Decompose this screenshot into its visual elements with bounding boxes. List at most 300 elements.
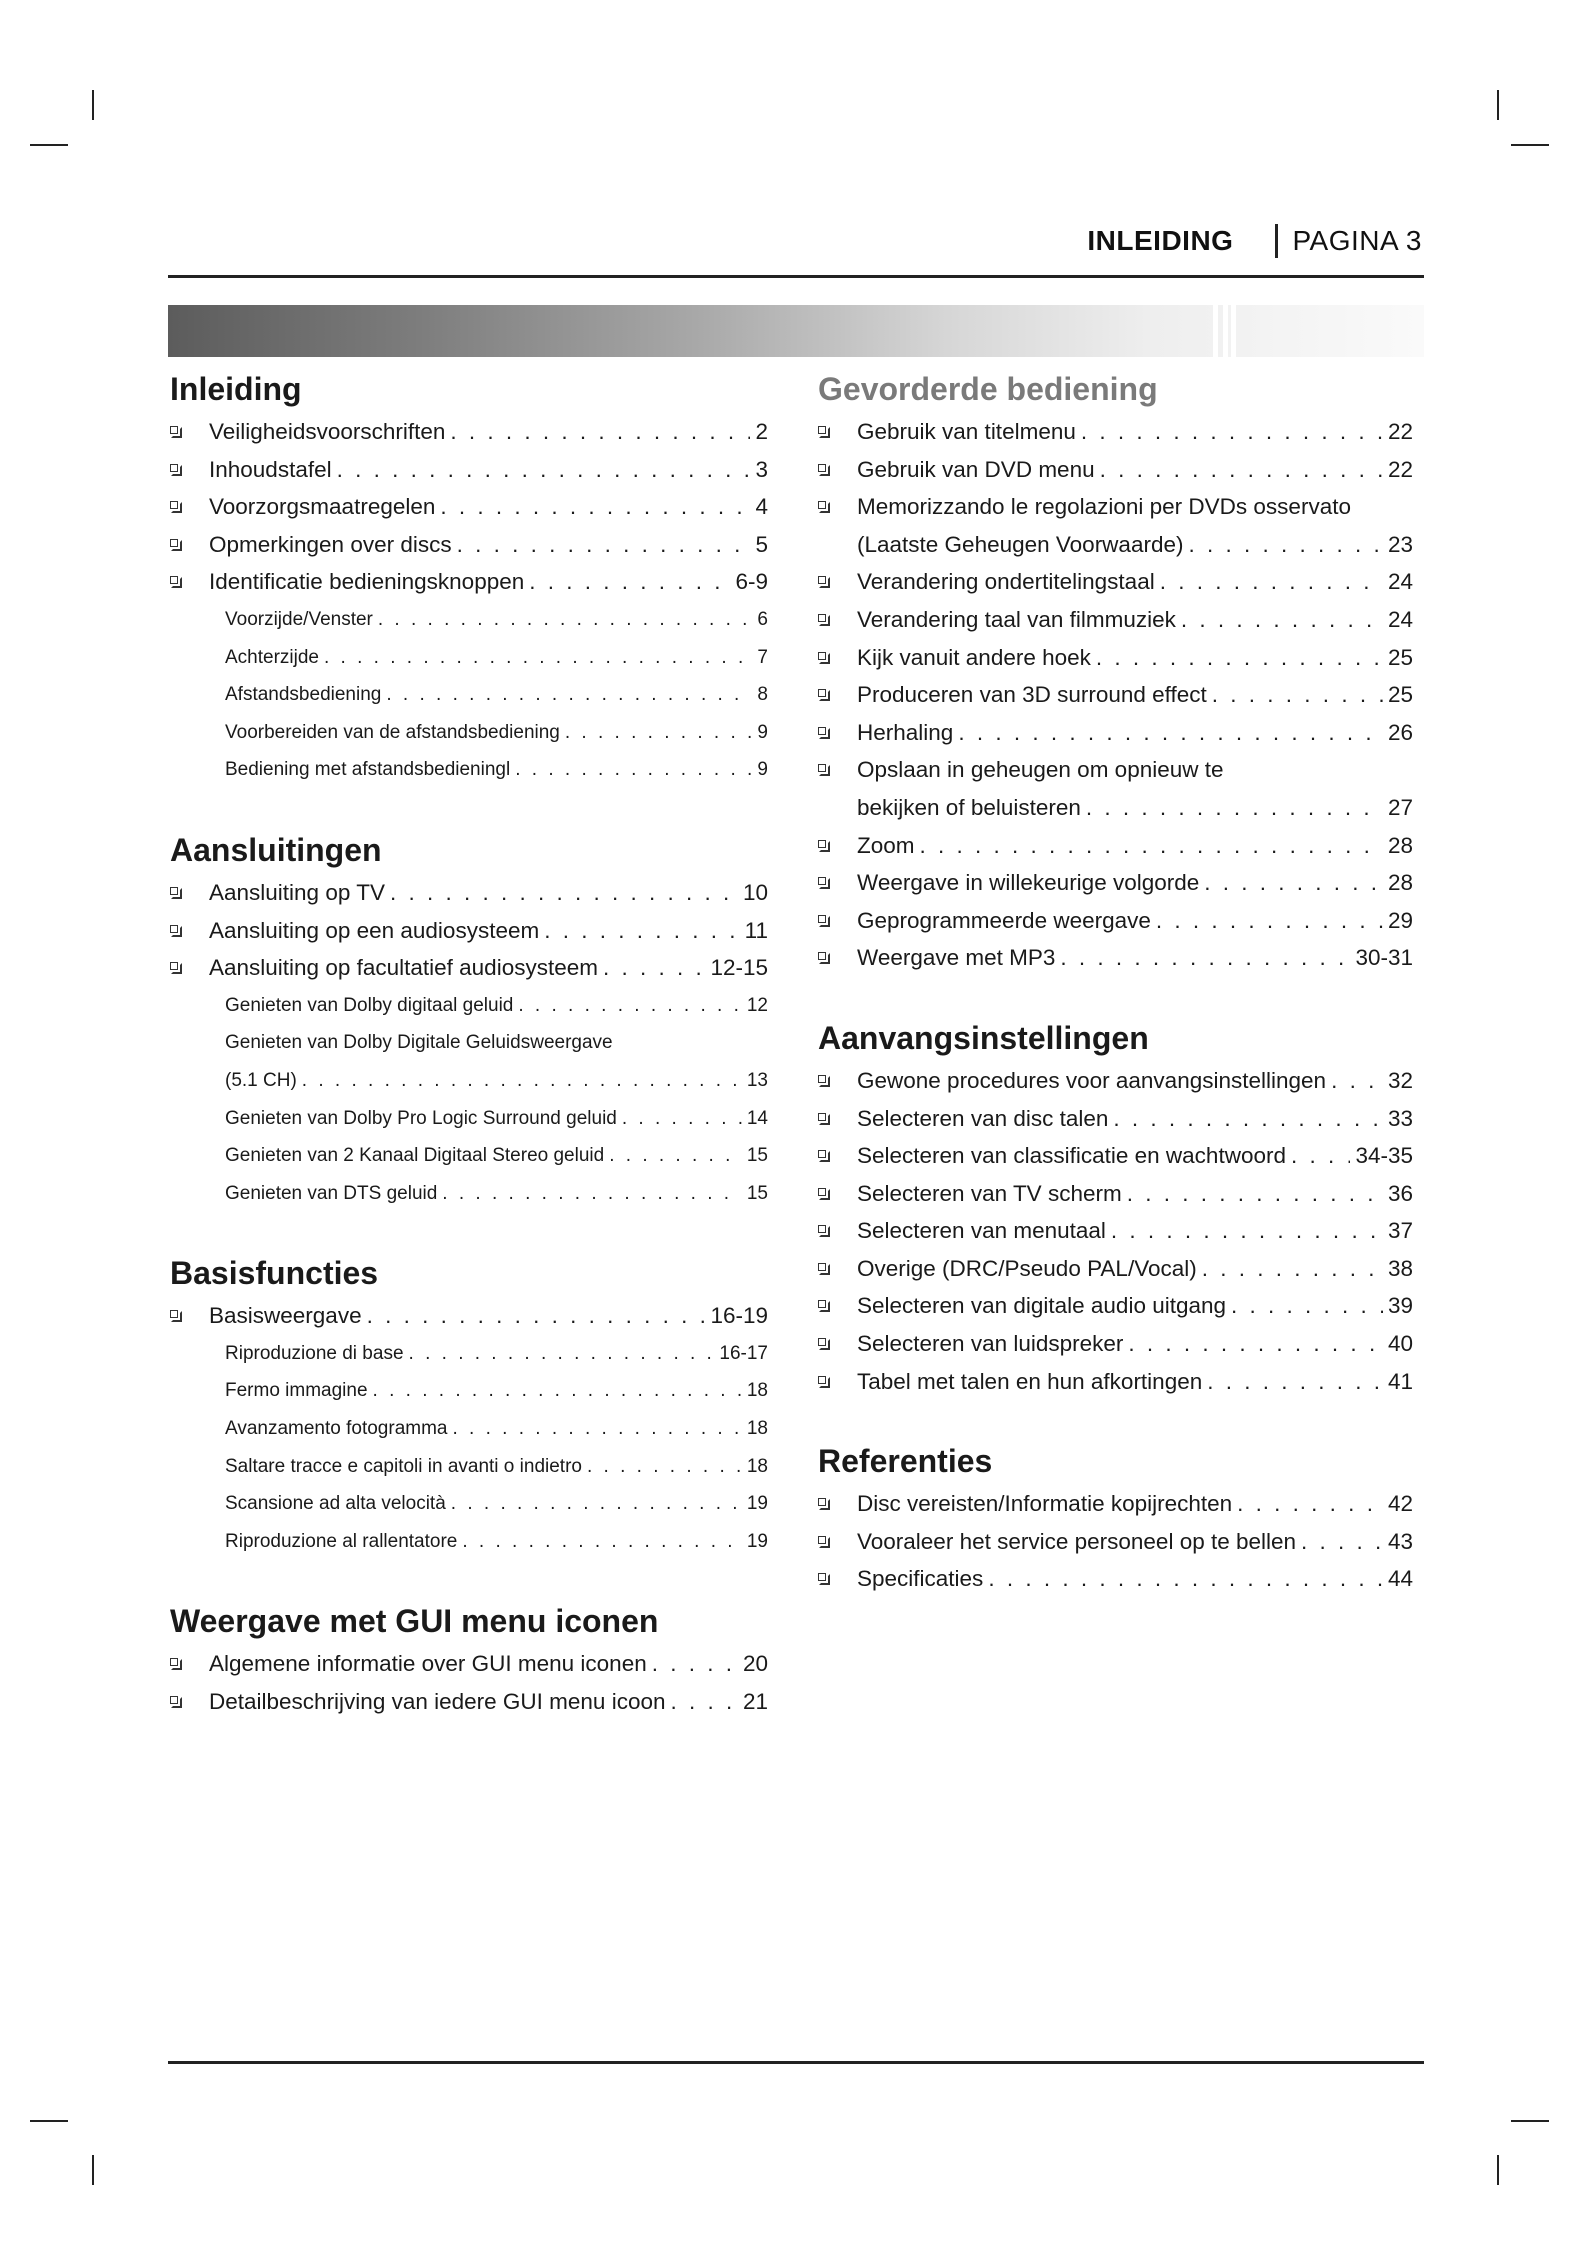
crop-mark xyxy=(1497,2155,1499,2185)
toc-entry-page: 40 xyxy=(1387,1331,1413,1357)
dot-leader xyxy=(450,413,750,451)
toc-entry-label: Achterzijde xyxy=(225,646,319,668)
toc-entry-text xyxy=(170,874,768,912)
toc-entry-label: Selecteren van TV scherm xyxy=(857,1180,1122,1206)
toc-entry-label: Gebruik van DVD menu xyxy=(857,456,1095,482)
toc-entry[interactable] xyxy=(170,488,768,526)
toc-entry[interactable] xyxy=(818,1560,1413,1598)
dot-leader xyxy=(1160,563,1383,601)
toc-entry-label: bekijken of beluisteren xyxy=(857,794,1081,820)
toc-section-title: Inleiding xyxy=(170,371,302,407)
toc-entry-label: (5.1 CH) xyxy=(225,1069,297,1091)
toc-entry-label: Detailbeschrijving van iedere GUI menu icoon xyxy=(209,1689,666,1715)
toc-entry-text xyxy=(818,827,1413,865)
crop-mark xyxy=(30,144,68,146)
toc-entry-label: Afstandsbediening xyxy=(225,684,382,706)
banner-stripe xyxy=(1231,305,1236,357)
toc-entry-label: Verandering taal van filmmuziek xyxy=(857,606,1176,632)
toc-entry-label: Saltare tracce e capitoli in avanti o indietro xyxy=(225,1455,582,1477)
toc-entry-page: 25 xyxy=(1387,682,1413,708)
toc-entry-label: Kijk vanuit andere hoek xyxy=(857,644,1091,670)
dot-leader xyxy=(367,1297,706,1335)
dot-leader xyxy=(609,1137,742,1175)
toc-entry-page: 27 xyxy=(1387,794,1413,820)
section-title: INLEIDING xyxy=(1087,225,1234,256)
toc-entry-text xyxy=(818,1325,1413,1363)
crop-mark xyxy=(1497,90,1499,120)
dot-leader xyxy=(1231,1287,1383,1325)
toc-entry[interactable] xyxy=(818,526,1413,564)
toc-entry[interactable] xyxy=(818,639,1413,677)
toc-entry[interactable] xyxy=(170,601,768,639)
toc-entry[interactable] xyxy=(818,751,1413,789)
dot-leader xyxy=(302,1062,742,1100)
toc-entry-label: Vooraleer het service personeel op te bellen xyxy=(857,1528,1297,1554)
toc-entry-text xyxy=(170,1100,768,1138)
dot-leader xyxy=(565,714,753,752)
toc-entry-page: 4 xyxy=(755,494,768,520)
toc-entry-text xyxy=(170,1372,768,1410)
toc-entry-text xyxy=(170,676,768,714)
toc-entry[interactable] xyxy=(170,1062,768,1100)
toc-entry-label: Memorizzando le regolazioni per DVDs osservato xyxy=(857,494,1351,520)
dot-leader xyxy=(518,987,742,1025)
toc-entry[interactable] xyxy=(170,714,768,752)
toc-entry-label: Geprogrammeerde weergave xyxy=(857,907,1151,933)
toc-entry-page: 15 xyxy=(746,1145,768,1167)
toc-entry-text xyxy=(170,1335,768,1373)
toc-entry-label: Gebruik van titelmenu xyxy=(857,419,1076,444)
dot-leader xyxy=(337,451,751,489)
toc-entry-text xyxy=(818,939,1413,977)
toc-section xyxy=(818,1437,1413,1598)
toc-section-title: Gevorderde bediening xyxy=(818,371,1158,407)
dot-leader xyxy=(1291,1137,1350,1175)
toc-entry-text xyxy=(818,1137,1413,1175)
dot-leader xyxy=(1111,1212,1383,1250)
toc-entry-label: Opslaan in geheugen om opnieuw te xyxy=(857,757,1224,783)
toc-entry-page: 22 xyxy=(1387,419,1413,444)
header-rule xyxy=(168,275,1424,278)
toc-entry[interactable] xyxy=(818,451,1413,489)
crop-mark xyxy=(92,2155,94,2185)
dot-leader xyxy=(622,1100,742,1138)
toc-entry-page: 6 xyxy=(757,608,768,630)
toc-entry[interactable] xyxy=(818,939,1413,977)
toc-section-title: Referenties xyxy=(818,1443,993,1480)
toc-entry-label: Riproduzione di base xyxy=(225,1342,404,1364)
toc-entry-text xyxy=(818,451,1413,489)
toc-entry-page: 19 xyxy=(746,1530,768,1552)
toc-entry-page: 41 xyxy=(1387,1368,1413,1394)
toc-entry-page: 7 xyxy=(757,646,768,668)
toc-entry[interactable] xyxy=(170,874,768,912)
dot-leader xyxy=(378,601,753,639)
toc-entry[interactable] xyxy=(170,1372,768,1410)
toc-entry[interactable] xyxy=(818,1100,1413,1138)
toc-section-title: Aansluitingen xyxy=(170,831,382,868)
toc-entry[interactable] xyxy=(170,639,768,677)
toc-entry[interactable] xyxy=(170,1448,768,1486)
toc-entry-label: Selecteren van classificatie en wachtwoord xyxy=(857,1143,1286,1169)
toc-entry-text xyxy=(170,413,768,451)
toc-entry-text xyxy=(170,1523,768,1561)
toc-entry-label: (Laatste Geheugen Voorwaarde) xyxy=(857,531,1184,557)
toc-entry-label: Disc vereisten/Informatie kopijrechten xyxy=(857,1491,1233,1517)
toc-entry-page: 25 xyxy=(1387,644,1413,670)
dot-leader xyxy=(1100,451,1383,489)
toc-entry-label: Voorbereiden van de afstandsbediening xyxy=(225,721,560,743)
toc-entry-text xyxy=(170,451,768,489)
toc-entry-text xyxy=(818,902,1413,940)
toc-entry-label: Identificatie bedieningsknoppen xyxy=(209,569,525,595)
dot-leader xyxy=(1301,1523,1383,1561)
toc-entry[interactable] xyxy=(818,1523,1413,1561)
toc-entry-page: 28 xyxy=(1387,832,1413,858)
toc-entry-label: Bediening met afstandsbedieningl xyxy=(225,759,511,781)
toc-entry-page: 18 xyxy=(746,1380,768,1402)
toc-entry[interactable] xyxy=(818,902,1413,940)
toc-entry-text xyxy=(170,1448,768,1486)
header-divider xyxy=(1275,224,1278,258)
toc-entry-label: Voorzorgsmaatregelen xyxy=(209,494,436,520)
toc-entry[interactable] xyxy=(170,1485,768,1523)
toc-entry-label: Produceren van 3D surround effect xyxy=(857,682,1207,708)
toc-entry-label: Veiligheidsvoorschriften xyxy=(209,419,446,444)
toc-entry[interactable] xyxy=(818,827,1413,865)
toc-entry[interactable] xyxy=(818,1287,1413,1325)
toc-entry-label: Genieten van 2 Kanaal Digitaal Stereo geluid xyxy=(225,1145,605,1167)
toc-entry-text xyxy=(818,864,1413,902)
toc-entry[interactable] xyxy=(818,1137,1413,1175)
toc-entry-text xyxy=(170,987,768,1025)
toc-entry[interactable] xyxy=(818,1212,1413,1250)
crop-mark xyxy=(1511,144,1549,146)
toc-entry-text xyxy=(818,526,1413,564)
dot-leader xyxy=(920,827,1383,865)
dot-leader xyxy=(1188,526,1382,564)
toc-entry-label: Aansluiting op TV xyxy=(209,879,385,905)
toc-entry[interactable] xyxy=(818,1363,1413,1401)
toc-entry-label: Inhoudstafel xyxy=(209,456,332,482)
toc-entry[interactable] xyxy=(170,1523,768,1561)
dot-leader xyxy=(462,1523,741,1561)
toc-entry[interactable] xyxy=(818,676,1413,714)
dot-leader xyxy=(1127,1175,1383,1213)
toc-entry-page: 18 xyxy=(746,1418,768,1440)
toc-entry-page: 37 xyxy=(1387,1218,1413,1244)
toc-entry[interactable] xyxy=(170,451,768,489)
toc-entry-label: Herhaling xyxy=(857,719,954,745)
toc-entry[interactable] xyxy=(170,1683,768,1721)
toc-entry-text xyxy=(170,526,768,564)
toc-entry-page: 24 xyxy=(1387,569,1413,595)
toc-entry-page: 2 xyxy=(755,419,768,444)
toc-entry-text xyxy=(170,1024,768,1062)
toc-entry-label: Voorzijde/Venster xyxy=(225,608,373,630)
page-header xyxy=(1087,224,1422,258)
toc-entry[interactable] xyxy=(818,601,1413,639)
dot-leader xyxy=(451,1485,742,1523)
toc-entry-text xyxy=(818,676,1413,714)
toc-entry-label: Gewone procedures voor aanvangsinstellingen xyxy=(857,1067,1327,1093)
toc-entry-page: 12 xyxy=(746,994,768,1016)
dot-leader xyxy=(1181,601,1383,639)
toc-entry-text xyxy=(818,1485,1413,1523)
dot-leader xyxy=(1212,676,1383,714)
toc-entry-text xyxy=(818,601,1413,639)
dot-leader xyxy=(652,1645,738,1683)
toc-entry-text xyxy=(818,751,1413,789)
toc-entry-text xyxy=(818,714,1413,752)
toc-entry-page: 19 xyxy=(746,1493,768,1515)
toc-entry-label: Selecteren van menutaal xyxy=(857,1218,1106,1244)
toc-entry-page: 10 xyxy=(742,879,768,905)
toc-entry-page: 14 xyxy=(746,1107,768,1129)
section-gap xyxy=(818,977,1413,1014)
section-gap xyxy=(818,1400,1413,1437)
dot-leader xyxy=(1202,1250,1383,1288)
toc-entry-label: Aansluiting op facultatief audiosysteem xyxy=(209,955,598,981)
toc-entry-label: Genieten van Dolby Pro Logic Surround geluid xyxy=(225,1107,617,1129)
toc-entry[interactable] xyxy=(818,1175,1413,1213)
toc-entry-page: 16-19 xyxy=(710,1303,768,1329)
toc-entry-text xyxy=(818,1287,1413,1325)
dot-leader xyxy=(988,1560,1383,1598)
toc-entry-page: 20 xyxy=(742,1651,768,1677)
toc-entry-text xyxy=(170,563,768,601)
toc-left-column xyxy=(170,365,768,1721)
toc-entry-label: Genieten van Dolby Digitale Geluidsweergave xyxy=(225,1032,613,1054)
toc-entry-text xyxy=(170,751,768,789)
toc-entry-page: 38 xyxy=(1387,1255,1413,1281)
toc-entry-label: Riproduzione al rallentatore xyxy=(225,1530,458,1552)
toc-entry-text xyxy=(170,1645,768,1683)
dot-leader xyxy=(670,1683,737,1721)
toc-entry-text xyxy=(170,1137,768,1175)
toc-entry-page: 21 xyxy=(742,1689,768,1715)
toc-entry-page: 9 xyxy=(757,721,768,743)
toc-entry-label: Opmerkingen over discs xyxy=(209,531,452,557)
dot-leader xyxy=(1081,413,1383,451)
page-number: PAGINA 3 xyxy=(1292,225,1422,256)
toc-entry-page: 42 xyxy=(1387,1491,1413,1517)
toc-section-title: Aanvangsinstellingen xyxy=(818,1019,1149,1056)
toc-entry[interactable] xyxy=(170,563,768,601)
toc-entry-page: 44 xyxy=(1387,1566,1413,1592)
toc-section-title: Weergave met GUI menu iconen xyxy=(170,1603,659,1640)
toc-entry[interactable] xyxy=(818,1250,1413,1288)
toc-entry[interactable] xyxy=(818,488,1413,526)
dot-leader xyxy=(409,1335,715,1373)
toc-entry-page: 11 xyxy=(744,917,768,943)
toc-entry-label: Selecteren van disc talen xyxy=(857,1105,1109,1131)
toc-entry[interactable] xyxy=(170,1137,768,1175)
toc-entry[interactable] xyxy=(170,526,768,564)
toc-entry[interactable] xyxy=(818,563,1413,601)
dot-leader xyxy=(1237,1485,1383,1523)
section-gap xyxy=(170,1212,768,1249)
toc-entry[interactable] xyxy=(170,1645,768,1683)
toc-entry-text xyxy=(170,912,768,950)
toc-entry-label: Verandering ondertitelingstaal xyxy=(857,569,1155,595)
toc-entry[interactable] xyxy=(818,1485,1413,1523)
toc-entry-text xyxy=(818,1212,1413,1250)
toc-entry[interactable] xyxy=(170,1335,768,1373)
toc-entry-label: Selecteren van luidspreker xyxy=(857,1331,1124,1357)
toc-entry-label: Weergave in willekeurige volgorde xyxy=(857,870,1200,896)
dot-leader xyxy=(324,639,752,677)
toc-entry[interactable] xyxy=(170,676,768,714)
toc-entry-page: 39 xyxy=(1387,1293,1413,1319)
toc-section xyxy=(818,365,1413,977)
dot-leader xyxy=(1331,1062,1383,1100)
toc-entry-text xyxy=(818,488,1413,526)
crop-mark xyxy=(30,2120,68,2122)
toc-entry[interactable] xyxy=(818,1062,1413,1100)
toc-entry-page: 22 xyxy=(1387,456,1413,482)
toc-entry[interactable] xyxy=(170,912,768,950)
toc-entry-page: 16-17 xyxy=(719,1342,768,1364)
toc-entry[interactable] xyxy=(170,1410,768,1448)
toc-entry[interactable] xyxy=(818,413,1413,451)
toc-entry-page: 23 xyxy=(1387,531,1413,557)
toc-entry-page: 26 xyxy=(1387,719,1413,745)
decorative-banner xyxy=(168,305,1424,357)
toc-entry-page: 43 xyxy=(1387,1528,1413,1554)
toc-entry-page: 3 xyxy=(755,456,768,482)
toc-entry-page: 36 xyxy=(1387,1180,1413,1206)
dot-leader xyxy=(1207,1363,1383,1401)
toc-entry-label: Specificaties xyxy=(857,1566,984,1592)
dot-leader xyxy=(457,526,751,564)
toc-entry-text xyxy=(818,639,1413,677)
dot-leader xyxy=(958,714,1383,752)
toc-entry-text xyxy=(170,639,768,677)
footer-rule xyxy=(168,2061,1424,2064)
dot-leader xyxy=(544,912,739,950)
toc-entry-text xyxy=(170,1485,768,1523)
toc-entry-text xyxy=(818,1523,1413,1561)
toc-entry-page: 8 xyxy=(757,684,768,706)
toc-entry-text xyxy=(818,413,1413,451)
toc-entry-label: Weergave met MP3 xyxy=(857,945,1056,971)
toc-entry-text xyxy=(818,1363,1413,1401)
toc-entry[interactable] xyxy=(170,1100,768,1138)
toc-entry-text xyxy=(170,949,768,987)
toc-entry-page: 13 xyxy=(746,1069,768,1091)
toc-entry-label: Basisweergave xyxy=(209,1303,362,1329)
crop-mark xyxy=(1511,2120,1549,2122)
toc-entry[interactable] xyxy=(818,789,1413,827)
toc-entry-label: Overige (DRC/Pseudo PAL/Vocal) xyxy=(857,1255,1197,1281)
toc-section xyxy=(818,1014,1413,1400)
toc-entry-page: 30-31 xyxy=(1355,945,1413,971)
dot-leader xyxy=(1128,1325,1383,1363)
toc-entry-label: Genieten van DTS geluid xyxy=(225,1182,438,1204)
toc-entry-label: Scansione ad alta velocità xyxy=(225,1493,446,1515)
toc-entry[interactable] xyxy=(818,714,1413,752)
dot-leader xyxy=(1204,864,1383,902)
dot-leader xyxy=(529,563,730,601)
dot-leader xyxy=(587,1448,742,1486)
toc-entry-text xyxy=(818,1175,1413,1213)
toc-entry-text xyxy=(170,601,768,639)
toc-entry[interactable] xyxy=(818,1325,1413,1363)
section-gap xyxy=(170,1560,768,1597)
toc-entry-text xyxy=(818,1062,1413,1100)
dot-leader xyxy=(373,1372,742,1410)
toc-entry-page: 15 xyxy=(746,1182,768,1204)
toc-entry-page: 32 xyxy=(1387,1067,1413,1093)
dot-leader xyxy=(603,949,705,987)
toc-entry[interactable] xyxy=(170,413,768,451)
toc-entry-label: Algemene informatie over GUI menu iconen xyxy=(209,1651,647,1677)
toc-entry[interactable] xyxy=(170,987,768,1025)
toc-section xyxy=(170,1249,768,1560)
toc-entry-page: 24 xyxy=(1387,606,1413,632)
toc-entry-page: 34-35 xyxy=(1355,1143,1413,1169)
toc-entry[interactable] xyxy=(170,949,768,987)
toc-entry-page: 28 xyxy=(1387,870,1413,896)
toc-entry[interactable] xyxy=(170,751,768,789)
dot-leader xyxy=(390,874,738,912)
toc-entry-page: 9 xyxy=(757,759,768,781)
toc-entry-text xyxy=(170,1683,768,1721)
section-gap xyxy=(170,789,768,826)
toc-entry-text xyxy=(170,714,768,752)
toc-entry-text xyxy=(818,1100,1413,1138)
dot-leader xyxy=(1113,1100,1383,1138)
dot-leader xyxy=(442,1175,742,1213)
crop-mark xyxy=(92,90,94,120)
toc-entry-text xyxy=(818,1250,1413,1288)
toc-entry-page: 12-15 xyxy=(710,955,768,981)
toc-entry-text xyxy=(818,789,1413,827)
dot-leader xyxy=(386,676,752,714)
toc-entry-text xyxy=(170,1062,768,1100)
dot-leader xyxy=(440,488,750,526)
toc-section xyxy=(170,365,768,789)
toc-entry[interactable] xyxy=(170,1024,768,1062)
toc-entry-text xyxy=(170,488,768,526)
toc-section xyxy=(170,826,768,1212)
dot-leader xyxy=(1156,902,1383,940)
toc-entry-label: Selecteren van digitale audio uitgang xyxy=(857,1293,1227,1319)
toc-section xyxy=(170,1597,768,1720)
toc-entry-label: Genieten van Dolby digitaal geluid xyxy=(225,994,514,1016)
toc-entry-page: 33 xyxy=(1387,1105,1413,1131)
dot-leader xyxy=(1096,639,1383,677)
dot-leader xyxy=(515,751,752,789)
dot-leader xyxy=(1060,939,1350,977)
toc-entry-text xyxy=(170,1175,768,1213)
banner-stripe xyxy=(1213,305,1218,357)
toc-entry[interactable] xyxy=(818,864,1413,902)
toc-entry-label: Avanzamento fotogramma xyxy=(225,1418,448,1440)
banner-stripe xyxy=(1223,305,1228,357)
toc-entry-page: 18 xyxy=(746,1455,768,1477)
dot-leader xyxy=(1086,789,1383,827)
toc-section-title: Basisfuncties xyxy=(170,1255,379,1292)
toc-entry-label: Tabel met talen en hun afkortingen xyxy=(857,1368,1203,1394)
toc-entry[interactable] xyxy=(170,1297,768,1335)
toc-entry-text xyxy=(818,1560,1413,1598)
toc-entry[interactable] xyxy=(170,1175,768,1213)
dot-leader xyxy=(453,1410,742,1448)
toc-entry-text xyxy=(818,563,1413,601)
toc-right-column xyxy=(818,365,1413,1598)
